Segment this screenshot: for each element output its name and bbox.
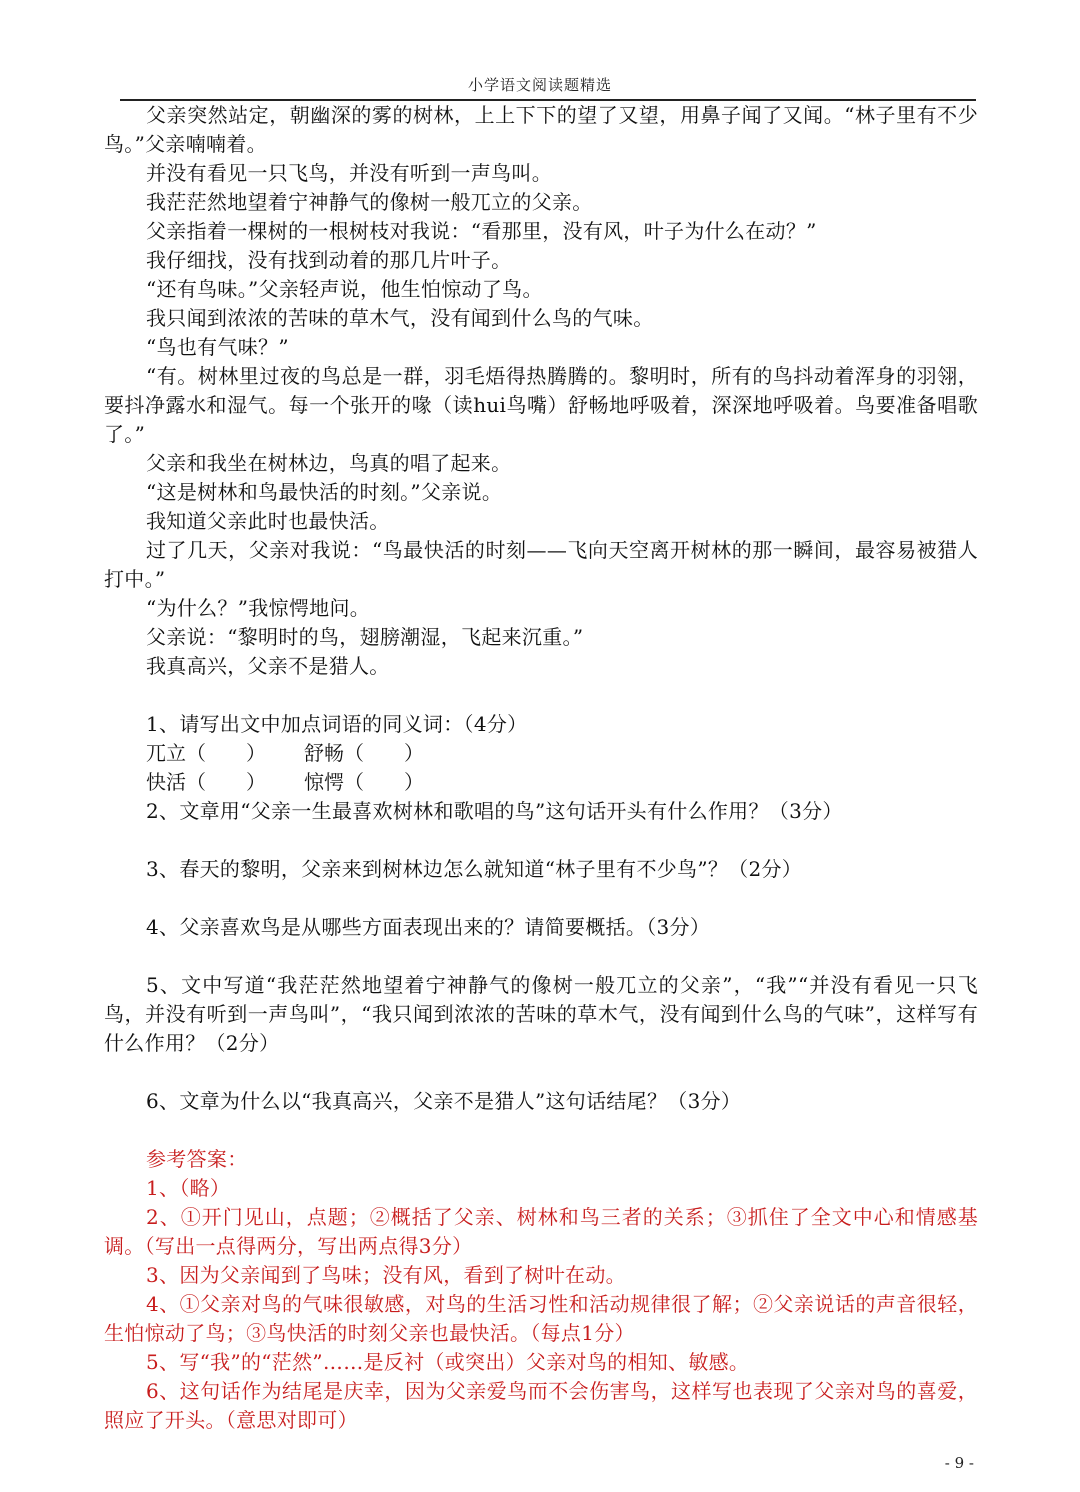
question-6: 6、文章为什么以“我真高兴，父亲不是猎人”这句话结尾？（3分） [146, 1089, 742, 1113]
story-paragraph-15: 父亲说：“黎明时的鸟，翅膀潮湿，飞起来沉重。” [146, 625, 584, 649]
story-paragraph-8: “鸟也有气味？” [146, 335, 289, 359]
story-paragraph-3: 我茫茫然地望着宁神静气的像树一般兀立的父亲。 [146, 190, 593, 214]
story-paragraph-13: 过了几天，父亲对我说：“鸟最快活的时刻——飞向天空离开树林的那一瞬间，最容易被猎人打中。” [104, 538, 978, 591]
story-paragraph-5: 我仔细找，没有找到动着的那几片叶子。 [146, 248, 512, 272]
answer-space-3 [104, 884, 978, 913]
answer-space-2 [104, 826, 978, 855]
question-2: 2、文章用“父亲一生最喜欢树林和歌唱的鸟”这句话开头有什么作用？（3分） [146, 799, 843, 823]
answer-space-6 [104, 1116, 978, 1145]
story-paragraph-10: 父亲和我坐在树林边，鸟真的唱了起来。 [146, 451, 512, 475]
page-header-title: 小学语文阅读题精选 [467, 76, 612, 94]
question-5: 5、文中写道“我茫茫然地望着宁神静气的像树一般兀立的父亲”，“我”“并没有看见一只飞鸟，并没有听到一声鸟叫”，“我只闻到浓浓的苦味的草木气，没有闻到什么鸟的气味”，这样写有什么作用？（2分） [104, 973, 978, 1055]
story-paragraph-6: “还有鸟味。”父亲轻声说，他生怕惊动了鸟。 [146, 277, 543, 301]
story-paragraph-1: 父亲突然站定，朝幽深的雾的树林，上上下下的望了又望，用鼻子闻了又闻。“林子里有不少鸟。”父亲喃喃着。 [104, 103, 978, 156]
story-paragraph-7: 我只闻到浓浓的苦味的草木气，没有闻到什么鸟的气味。 [146, 306, 654, 330]
story-paragraph-12: 我知道父亲此时也最快活。 [146, 509, 390, 533]
blank-kuaihuo[interactable]: 快活（ ） [146, 770, 266, 794]
answer-space-4 [104, 942, 978, 971]
story-paragraph-9: “有。树林里过夜的鸟总是一群，羽毛焐得热腾腾的。黎明时，所有的鸟抖动着浑身的羽翎，要抖净露水和湿气。每一个张开的喙（读hui鸟嘴）舒畅地呼吸着，深深地呼吸着。鸟要准备唱歌了。” [104, 364, 978, 446]
question-1-blanks-row-2 [104, 768, 978, 797]
story-paragraph-2: 并没有看见一只飞鸟，并没有听到一声鸟叫。 [146, 161, 552, 185]
answer-space-5 [104, 1058, 978, 1087]
blank-wuli[interactable]: 兀立（ ） [146, 741, 266, 765]
story-paragraph-16: 我真高兴，父亲不是猎人。 [146, 654, 390, 678]
question-1-blanks-row-1 [104, 739, 978, 768]
question-4: 4、父亲喜欢鸟是从哪些方面表现出来的？请简要概括。（3分） [146, 915, 711, 939]
answer-5: 5、写“我”的“茫然”……是反衬（或突出）父亲对鸟的相知、敏感。 [146, 1350, 750, 1374]
answer-4: 4、①父亲对鸟的气味很敏感，对鸟的生活习性和活动规律很了解；②父亲说话的声音很轻，生怕惊动了鸟；③鸟快活的时刻父亲也最快活。（每点1分） [104, 1292, 978, 1345]
page-number: - 9 - [944, 1454, 974, 1472]
blank-jinge[interactable]: 惊愕（ ） [304, 770, 424, 794]
story-paragraph-14: “为什么？”我惊愕地问。 [146, 596, 371, 620]
question-1: 1、请写出文中加点词语的同义词：（4分） [146, 712, 528, 736]
answer-2: 2、①开门见山，点题；②概括了父亲、树林和鸟三者的关系；③抓住了全文中心和情感基调。（写出一点得两分，写出两点得3分） [104, 1205, 978, 1258]
section-gap [104, 681, 978, 710]
answer-1: 1、（略） [146, 1176, 231, 1200]
story-paragraph-4: 父亲指着一棵树的一根树枝对我说：“看那里，没有风，叶子为什么在动？” [146, 219, 817, 243]
answer-6: 6、这句话作为结尾是庆幸，因为父亲爱鸟而不会伤害鸟，这样写也表现了父亲对鸟的喜爱，照应了开头。（意思对即可） [104, 1379, 978, 1432]
answer-3: 3、因为父亲闻到了鸟味；没有风，看到了树叶在动。 [146, 1263, 626, 1287]
story-paragraph-11: “这是树林和鸟最快活的时刻。”父亲说。 [146, 480, 503, 504]
blank-shuchang[interactable]: 舒畅（ ） [304, 741, 424, 765]
page-content [104, 101, 978, 1435]
answers-heading: 参考答案： [146, 1147, 248, 1171]
question-3: 3、春天的黎明，父亲来到树林边怎么就知道“林子里有不少鸟”？（2分） [146, 857, 803, 881]
